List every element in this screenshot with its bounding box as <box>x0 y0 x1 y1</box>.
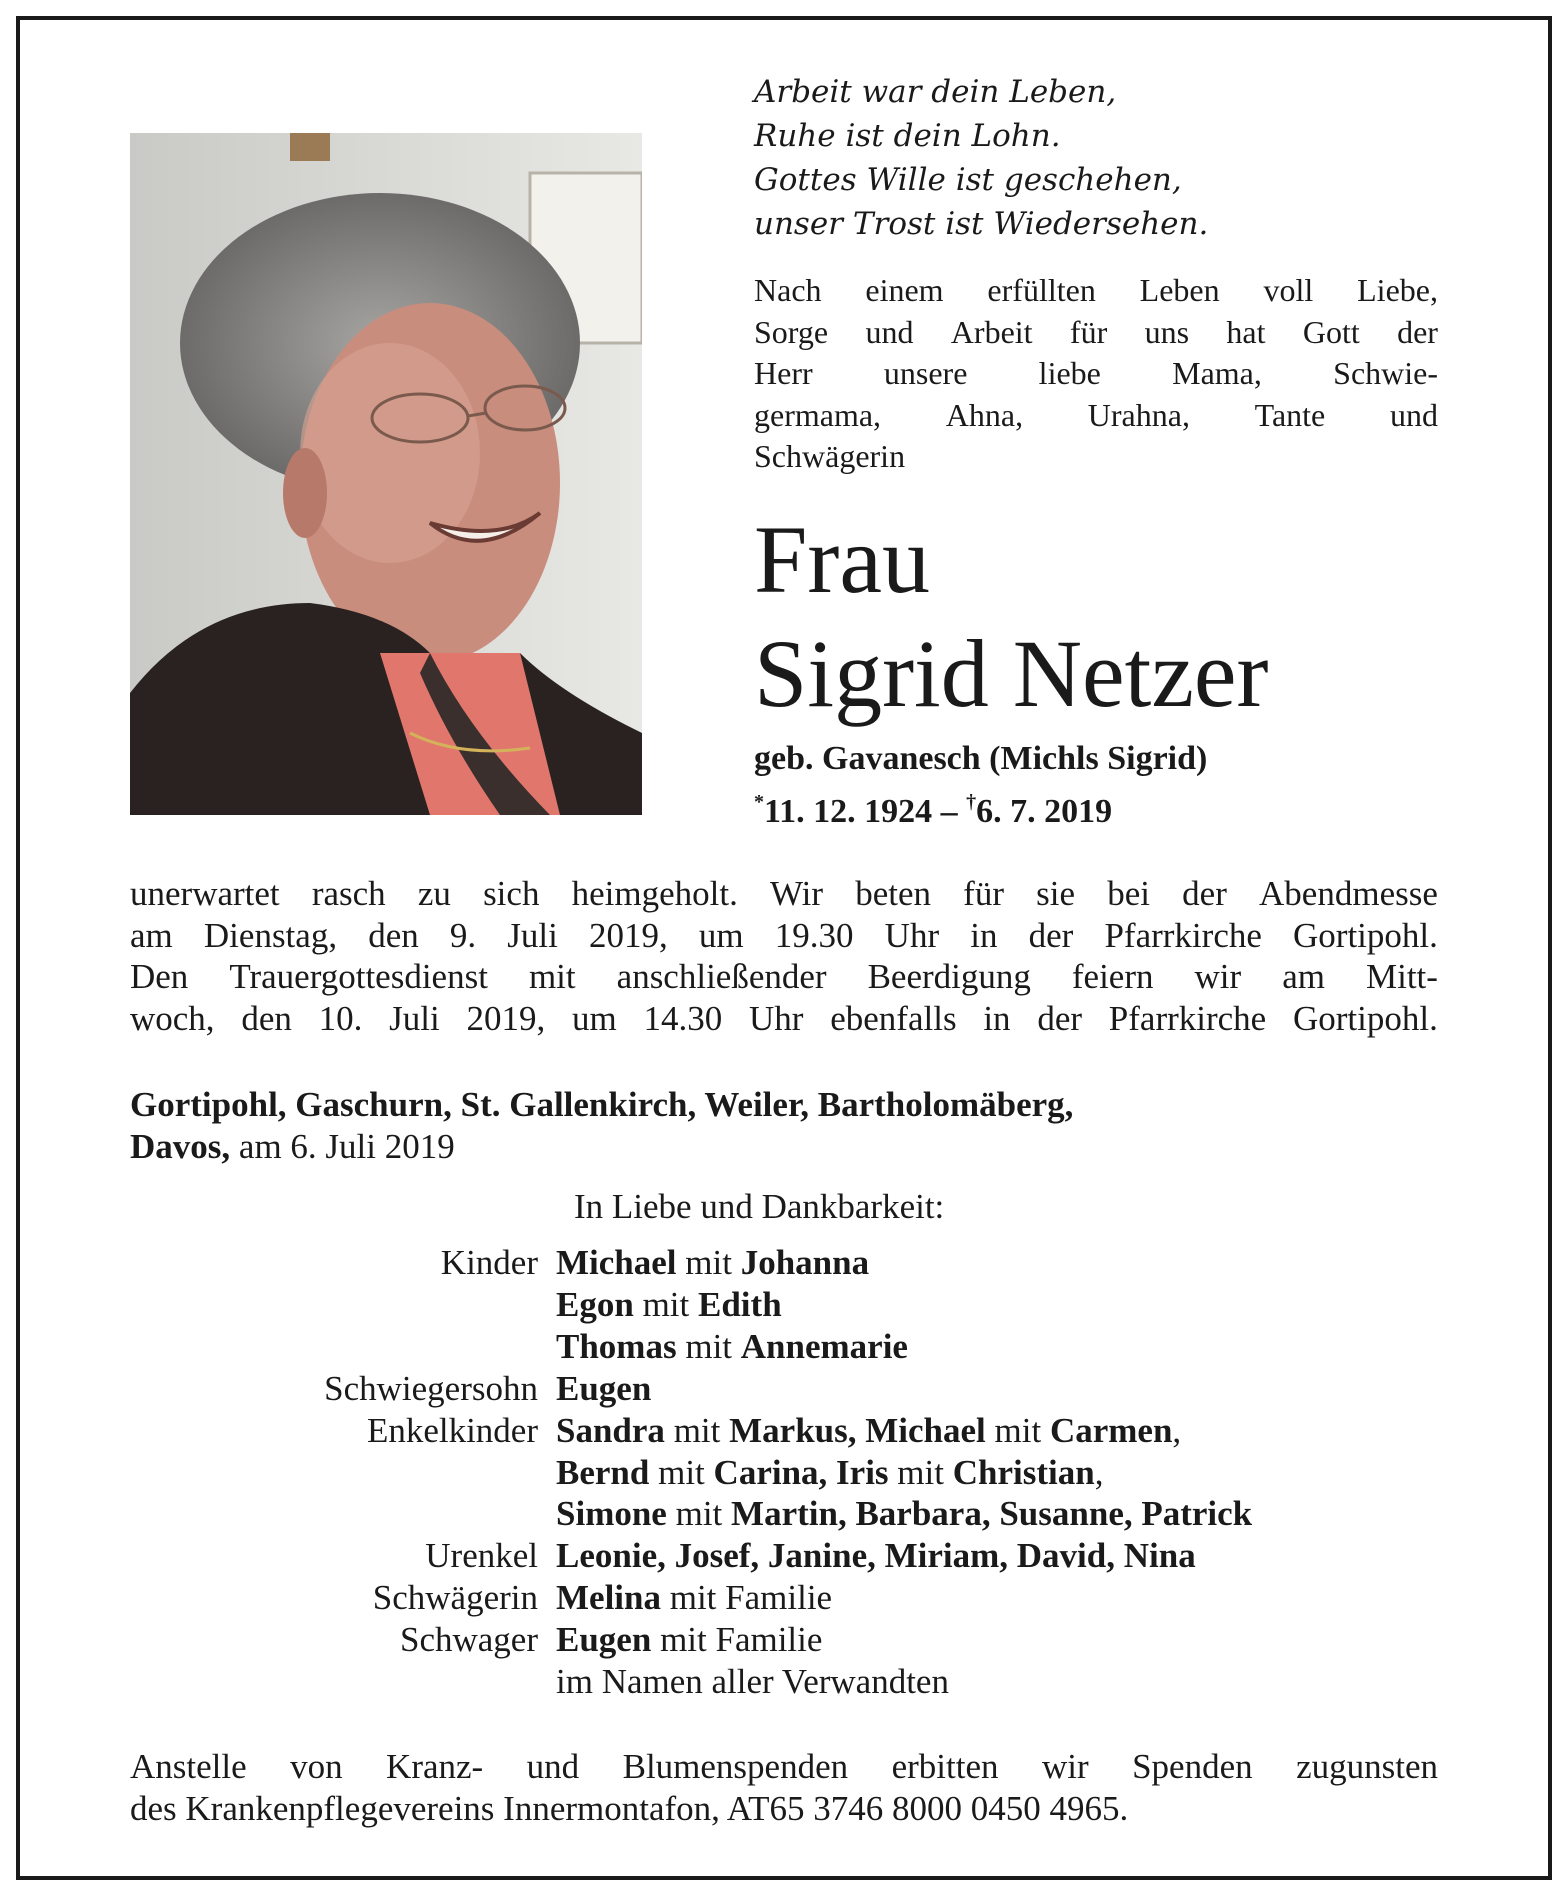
date-separator: – <box>932 793 967 830</box>
word: am <box>1282 957 1325 996</box>
word: 9. <box>449 915 477 955</box>
footer-line <box>130 1746 1438 1788</box>
word: feiern <box>1071 957 1154 996</box>
relative-name: Carina, Iris <box>713 1452 889 1492</box>
relative-name: Leonie, Josef, Janine, Miriam, David, Nina <box>556 1536 1196 1576</box>
relation-label: Schwager <box>399 1620 538 1660</box>
relative-names <box>556 1326 908 1368</box>
word: Abendmesse <box>1259 874 1438 913</box>
donation-notice <box>130 1746 1438 1829</box>
relative-name: Michael <box>556 1243 677 1282</box>
relation-label: Kinder <box>440 1243 538 1282</box>
word: Anstelle <box>130 1747 247 1786</box>
connector-text: mit Familie <box>660 1578 833 1618</box>
relative-names <box>556 1577 832 1619</box>
relation-label <box>130 1661 556 1703</box>
word: bei <box>1107 874 1150 913</box>
connector-text: im Namen aller Verwandten <box>556 1662 949 1702</box>
verse-line: Gottes Wille ist geschehen, <box>754 162 1182 198</box>
word: ebenfalls <box>830 998 957 1038</box>
relation-label: Urenkel <box>425 1536 538 1576</box>
word: liebe <box>1038 355 1101 391</box>
intro-line: Schwägerin <box>754 438 906 474</box>
word: Trauergottesdienst <box>229 957 488 996</box>
word: in <box>970 915 998 955</box>
connector-text: mit <box>676 1243 741 1282</box>
relation-label <box>130 1493 556 1535</box>
relative-name: Johanna <box>740 1243 870 1282</box>
birth-symbol: * <box>754 791 764 813</box>
word: Gortipohl. <box>1292 998 1438 1038</box>
connector-text: , <box>1094 1452 1104 1492</box>
word: für <box>963 874 1004 913</box>
word: und <box>526 1747 580 1786</box>
relative-name: Eugen <box>556 1368 652 1408</box>
intro-line <box>754 312 1438 354</box>
connector-text: mit <box>633 1284 698 1324</box>
family-row <box>130 1661 1450 1703</box>
word: sich <box>483 874 540 913</box>
relative-name: Sandra <box>556 1410 665 1450</box>
word: Arbeit <box>950 313 1033 350</box>
word: Mitt- <box>1365 957 1438 996</box>
relation-label: Schwägerin <box>372 1578 538 1618</box>
portrait-photo <box>130 133 642 815</box>
word: einem <box>865 272 944 308</box>
places-list: Gortipohl, Gaschurn, St. Gallenkirch, Weiler, Bartholomäberg, <box>130 1085 1074 1124</box>
word: unsere <box>883 355 968 391</box>
connector-text: mit Familie <box>651 1620 823 1660</box>
word: Herr <box>754 355 813 391</box>
connector-text: mit <box>888 1452 953 1492</box>
word: Leben <box>1139 272 1220 308</box>
family-row <box>130 1493 1450 1535</box>
word: der <box>1028 915 1074 955</box>
word: rasch <box>311 874 386 913</box>
birth-name: geb. Gavanesch (Michls Sigrid) <box>754 740 1208 777</box>
word: Urahna, <box>1087 396 1190 433</box>
word: am <box>130 915 173 955</box>
memorial-verse <box>754 70 1454 246</box>
body-line <box>130 998 1438 1040</box>
word: um <box>572 998 617 1038</box>
family-row <box>130 1326 1450 1368</box>
word: hat <box>1226 313 1266 350</box>
intro-text <box>754 270 1438 478</box>
relative-name: Eugen <box>556 1620 652 1660</box>
relative-name: Bernd <box>556 1452 650 1492</box>
word: woch, <box>130 998 215 1038</box>
word: germama, <box>754 396 882 433</box>
relative-names <box>556 1535 1196 1577</box>
word: voll <box>1263 272 1314 308</box>
relative-names <box>556 1452 1103 1494</box>
places-list-end: Davos, <box>130 1126 231 1166</box>
relative-names <box>556 1493 1252 1535</box>
relation-label <box>130 1326 556 1368</box>
relative-names <box>556 1368 651 1410</box>
relative-name: Simone <box>556 1494 667 1534</box>
mourners-list <box>130 1242 1450 1703</box>
word: zu <box>417 874 451 913</box>
family-row <box>130 1410 1450 1452</box>
word: anschließender <box>616 957 827 996</box>
relative-names <box>556 1410 1181 1452</box>
relative-name: Edith <box>698 1284 782 1324</box>
family-row <box>130 1368 1450 1410</box>
relative-names <box>556 1661 949 1703</box>
word: der <box>1037 998 1083 1038</box>
relative-name: Markus, Michael <box>729 1410 986 1450</box>
word: von <box>290 1747 343 1786</box>
deceased-name: Sigrid Netzer <box>754 620 1269 727</box>
connector-text: mit <box>676 1326 741 1366</box>
word: um <box>698 915 744 955</box>
notice-date: am 6. Juli 2019 <box>230 1126 455 1166</box>
relative-names <box>556 1242 869 1284</box>
word: erfüllten <box>987 272 1096 308</box>
word: der <box>1397 313 1438 350</box>
intro-line <box>754 395 1438 437</box>
connector-text: mit <box>666 1494 732 1534</box>
word: in <box>983 998 1011 1038</box>
thanks-heading: In Liebe und Dankbarkeit: <box>574 1187 945 1226</box>
word: und <box>1389 396 1438 433</box>
word: 2019, <box>589 915 668 955</box>
word: Juli <box>389 998 440 1038</box>
word: Mama, <box>1172 355 1262 391</box>
intro-line <box>754 270 1438 312</box>
portrait-image <box>130 133 642 815</box>
word: zugunsten <box>1296 1747 1438 1786</box>
verse-line: unser Trost ist Wiedersehen. <box>754 206 1209 242</box>
word: heimgeholt. <box>571 874 738 913</box>
place-date <box>130 1084 1438 1167</box>
word: Spenden <box>1132 1747 1253 1786</box>
relation-label <box>130 1452 556 1494</box>
relative-name: Thomas <box>556 1326 677 1366</box>
relative-name: Egon <box>556 1284 634 1324</box>
birth-date: 11. 12. 1924 <box>764 793 933 830</box>
connector-text: mit <box>664 1410 730 1450</box>
service-announcement <box>130 873 1438 1039</box>
word: Juli <box>507 915 558 955</box>
relation-label: Enkelkinder <box>366 1410 538 1450</box>
body-line <box>130 956 1438 998</box>
word: Tante <box>1254 396 1326 433</box>
word: erbitten <box>891 1747 999 1786</box>
verse-line: Ruhe ist dein Lohn. <box>754 118 1061 154</box>
word: 2019, <box>466 998 546 1038</box>
word: den <box>241 998 292 1038</box>
family-row <box>130 1619 1450 1661</box>
word: beten <box>855 874 931 913</box>
relation-label: Schwiegersohn <box>324 1368 538 1408</box>
word: Uhr <box>749 998 804 1038</box>
word: sie <box>1036 874 1076 913</box>
word: wir <box>1194 957 1242 996</box>
relative-names <box>556 1619 822 1661</box>
word: Dienstag, <box>203 915 338 955</box>
word: Ahna, <box>945 396 1024 433</box>
body-line <box>130 873 1438 915</box>
deceased-title: Frau <box>754 506 930 613</box>
word: für <box>1069 313 1108 350</box>
word: Liebe, <box>1357 272 1438 308</box>
footer-line: des Krankenpflegevereins Innermontafon, AT65 3746 8000 0450 4965. <box>130 1788 1129 1828</box>
relative-name: Christian <box>952 1452 1095 1492</box>
word: Nach <box>754 272 822 308</box>
word: 10. <box>318 998 363 1038</box>
connector-text: , <box>1172 1410 1182 1450</box>
word: Pfarrkirche <box>1104 915 1262 955</box>
word: Beerdigung <box>867 957 1031 996</box>
life-dates <box>754 780 1112 834</box>
death-date: 6. 7. 2019 <box>976 793 1113 830</box>
word: Gott <box>1302 313 1360 350</box>
word: 14.30 <box>643 998 723 1038</box>
family-row <box>130 1577 1450 1619</box>
word: uns <box>1144 313 1190 350</box>
word: Kranz- <box>386 1747 484 1786</box>
intro-line <box>754 353 1438 395</box>
family-row <box>130 1284 1450 1326</box>
relative-name: Martin, Barbara, Susanne, Patrick <box>731 1494 1253 1534</box>
word: unerwartet <box>130 874 280 913</box>
verse-line: Arbeit war dein Leben, <box>754 74 1117 110</box>
word: Pfarrkirche <box>1108 998 1267 1038</box>
connector-text: mit <box>649 1452 714 1492</box>
word: Wir <box>770 874 824 913</box>
family-row <box>130 1535 1450 1577</box>
relative-names <box>556 1284 782 1326</box>
word: Gortipohl. <box>1293 915 1438 955</box>
word: der <box>1182 874 1227 913</box>
relation-label <box>130 1284 556 1326</box>
family-row <box>130 1452 1450 1494</box>
relative-name: Melina <box>556 1578 661 1618</box>
family-row <box>130 1242 1450 1284</box>
word: Blumenspenden <box>622 1747 849 1786</box>
word: Sorge <box>754 313 829 350</box>
word: Schwie- <box>1333 355 1438 391</box>
relative-name: Carmen <box>1049 1410 1173 1450</box>
word: den <box>368 915 419 955</box>
word: Den <box>130 957 189 996</box>
word: wir <box>1041 1747 1089 1786</box>
relative-name: Annemarie <box>740 1326 908 1366</box>
word: 19.30 <box>774 915 854 955</box>
word: und <box>865 313 914 350</box>
word: Uhr <box>884 915 940 955</box>
death-symbol: † <box>966 791 977 813</box>
body-line <box>130 915 1438 957</box>
word: mit <box>528 957 576 996</box>
connector-text: mit <box>985 1410 1050 1450</box>
